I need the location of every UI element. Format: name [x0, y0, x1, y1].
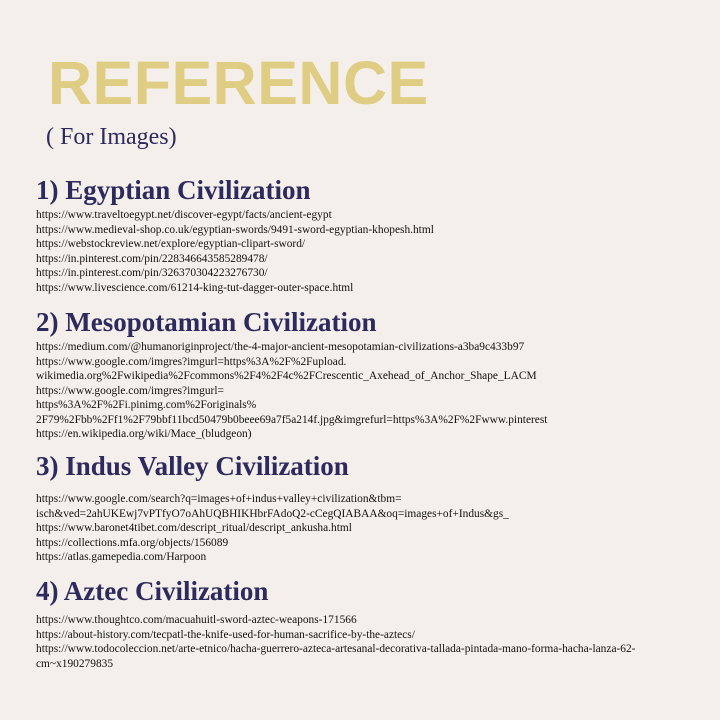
reference-link: https://in.pinterest.com/pin/326370304223276730/ [36, 267, 268, 279]
section-mesopotamian [36, 306, 706, 442]
link-list [36, 492, 706, 565]
section-heading: 1) Egyptian Civilization [36, 175, 311, 205]
link-list [36, 613, 706, 671]
page-subtitle: ( For Images) [46, 124, 177, 150]
section-indus-valley [36, 450, 706, 565]
reference-link: https://www.google.com/search?q=images+of+indus+valley+civilization&tbm= [36, 493, 402, 505]
reference-link: https://www.thoughtco.com/macuahuitl-sword-aztec-weapons-171566 [36, 614, 357, 626]
reference-link: https://www.todocoleccion.net/arte-etnico/hacha-guerrero-azteca-artesanal-decorativa-tallada-pintada-mano-forma-hacha-lanza-62- [36, 643, 636, 655]
page-title: REFERENCE [48, 49, 429, 117]
reference-link: https://www.google.com/imgres?imgurl= [36, 384, 224, 397]
reference-link: https://www.medieval-shop.co.uk/egyptian-swords/9491-sword-egyptian-khopesh.html [36, 223, 434, 236]
reference-link: https://webstockreview.net/explore/egyptian-clipart-sword/ [36, 238, 306, 250]
reference-link: 2F79%2Fbb%2Ff1%2F79bbf11bcd50479b0beee69a7f5a214f.jpg&imgrefurl=https%3A%2F%2Fwww.pinterest [36, 413, 548, 426]
reference-link: https://en.wikipedia.org/wiki/Mace_(bludgeon) [36, 428, 252, 440]
reference-link: https://www.google.com/imgres?imgurl=https%3A%2F%2Fupload. [36, 355, 347, 368]
section-heading: 2) Mesopotamian Civilization [36, 307, 377, 337]
reference-link: wikimedia.org%2Fwikipedia%2Fcommons%2F4%2F4c%2FCrescentic_Axehead_of_Anchor_Shape_LACM [36, 370, 537, 382]
reference-link: https%3A%2F%2Fi.pinimg.com%2Foriginals% [36, 399, 257, 411]
reference-link: https://medium.com/@humanoriginproject/the-4-major-ancient-mesopotamian-civilizations-a3ba9c433b97 [36, 341, 525, 353]
link-list [36, 208, 706, 295]
link-list [36, 340, 706, 442]
section-aztec [36, 575, 706, 671]
reference-link: https://www.baronet4tibet.com/descript_ritual/descript_ankusha.html [36, 522, 352, 534]
reference-link: https://in.pinterest.com/pin/228346643585289478/ [36, 252, 268, 265]
reference-link: https://about-history.com/tecpatl-the-knife-used-for-human-sacrifice-by-the-aztecs/ [36, 628, 415, 641]
section-heading: 3) Indus Valley Civilization [36, 451, 349, 481]
reference-link: https://www.traveltoegypt.net/discover-egypt/facts/ancient-egypt [36, 209, 332, 221]
reference-link: https://collections.mfa.org/objects/156089 [36, 536, 229, 549]
reference-link: https://atlas.gamepedia.com/Harpoon [36, 551, 207, 563]
reference-link: https://www.livescience.com/61214-king-tut-dagger-outer-space.html [36, 281, 354, 294]
section-egyptian [36, 174, 706, 295]
section-heading: 4) Aztec Civilization [36, 576, 269, 606]
reference-link: cm~x190279835 [36, 657, 114, 670]
reference-link: isch&ved=2ahUKEwj7vPTfyO7oAhUQBHIKHbrFAdoQ2-cCegQIABAA&oq=images+of+Indus&gs_ [36, 507, 509, 520]
